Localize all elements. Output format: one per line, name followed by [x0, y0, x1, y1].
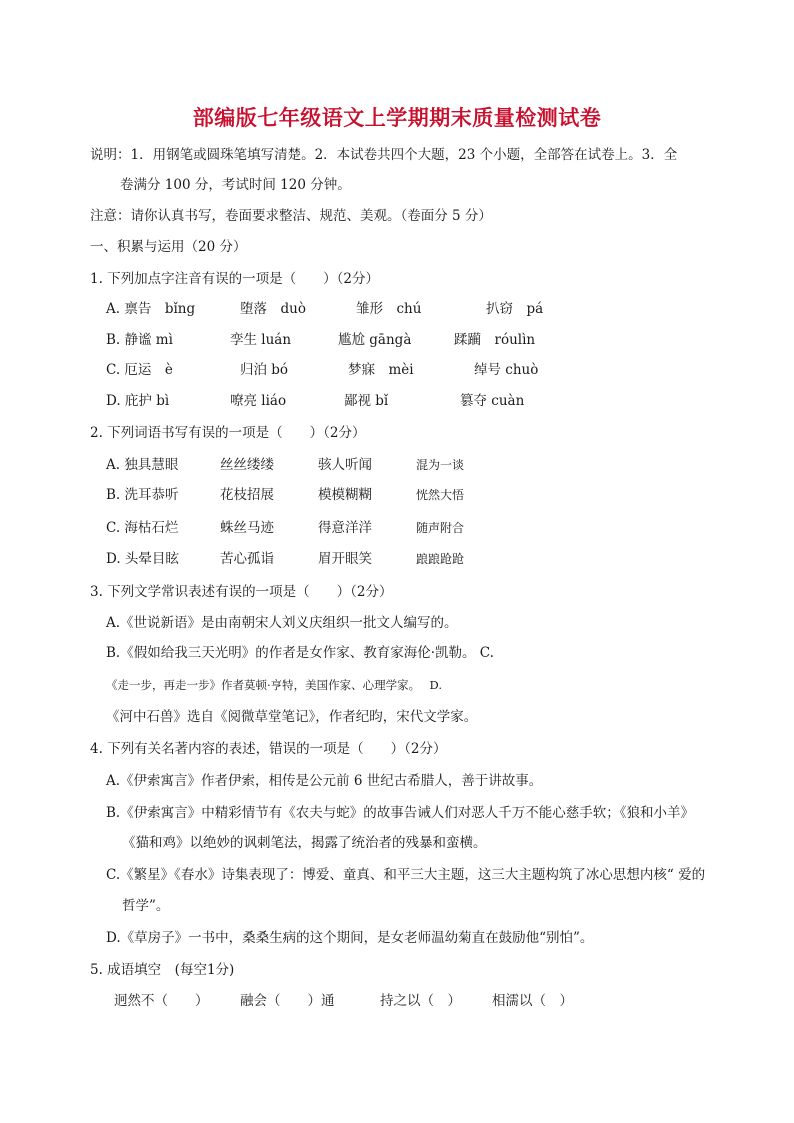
q1-option-d-2: 嘹亮 liáo [230, 393, 287, 409]
q2-option-c-2: 蛛丝马迹 [220, 520, 274, 536]
intro-instructions-line1: 说明：1．用钢笔或圆珠笔填写清楚。2．本试卷共四个大题，23 个小题，全部答在试卷上。3．全 [90, 147, 678, 163]
q2-option-b-4: 恍然大悟 [416, 488, 465, 502]
q5-blank-1[interactable]: 迥然不（ ） [114, 993, 209, 1009]
q2-option-b-3: 模模糊糊 [318, 487, 372, 503]
q1-option-d-3: 鄙视 bǐ [344, 393, 389, 409]
q1-option-d-1: D. 庇护 bì [106, 393, 170, 409]
q1-option-c-1: C. 厄运 è [106, 362, 173, 378]
q2-option-a-4: 混为一谈 [416, 458, 465, 472]
q2-option-c-4: 随声附合 [416, 521, 465, 535]
q1-option-a-4: 扒窃 pá [486, 301, 544, 317]
q5-stem: 5. 成语填空 (每空1分) [90, 962, 235, 978]
q1-option-a-2: 堕落 duò [240, 301, 306, 317]
intro-instructions-line2: 卷满分 100 分，考试时间 120 分钟。 [120, 177, 351, 193]
q2-option-d-1: D. 头晕目眩 [106, 551, 179, 567]
q1-option-b-1: B. 静谧 mì [106, 332, 173, 348]
q2-option-d-3: 眉开眼笑 [318, 551, 372, 567]
q1-option-b-3: 尴尬 gāngà [338, 332, 412, 348]
q2-option-b-1: B. 洗耳恭听 [106, 487, 179, 503]
q3-stem: 3. 下列文学常识表述有误的一项是（ ）（2分） [90, 584, 393, 600]
q3-option-b: B.《假如给我三天光明》的作者是女作家、教育家海伦·凯勒。 C. [106, 645, 494, 661]
q4-option-c-line1: C.《繁星》《春水》诗集表现了：博爱、童真、和平三大主题，这三大主题构筑了冰心思想内核“ 爱的 [106, 867, 706, 883]
q2-option-a-1: A. 独具慧眼 [106, 457, 179, 473]
q2-option-a-2: 丝丝缕缕 [220, 457, 274, 473]
q3-option-d: 《河中石兽》选自《阅微草堂笔记》，作者纪昀，宋代文学家。 [106, 709, 478, 725]
q2-option-d-2: 苦心孤诣 [220, 551, 274, 567]
q5-blank-3[interactable]: 持之以（ ） [380, 993, 461, 1009]
q5-blank-4[interactable]: 相濡以（ ） [492, 993, 573, 1009]
q1-option-d-4: 篡夺 cuàn [460, 393, 525, 409]
q1-option-b-4: 蹂躏 róulìn [454, 332, 536, 348]
exam-title: 部编版七年级语文上学期期末质量检测试卷 [192, 105, 602, 130]
q1-option-c-3: 梦寐 mèi [348, 362, 414, 378]
q1-option-c-2: 归泊 bó [240, 362, 289, 378]
q2-option-c-1: C. 海枯石烂 [106, 520, 179, 536]
q4-option-b-line1: B.《伊索寓言》中精彩情节有《农夫与蛇》的故事告诫人们对恶人千万不能心慈手软；《狼和小羊》 [106, 805, 694, 821]
q1-option-a-3: 雏形 chú [356, 301, 422, 317]
q4-option-d: D.《草房子》一书中，桑桑生病的这个期间，是女老师温幼菊直在鼓励他“别怕”。 [106, 930, 594, 946]
q1-option-b-2: 孪生 luán [230, 332, 292, 348]
q1-option-a-1: A. 禀告 bǐng [106, 301, 196, 317]
section1-heading: 一、积累与运用（20 分） [90, 239, 247, 255]
q3-option-a: A.《世说新语》是由南朝宋人刘义庆组织一批文人编写的。 [106, 615, 458, 631]
q2-option-d-4: 踉踉跄跄 [416, 552, 465, 566]
q4-option-a: A.《伊索寓言》作者伊索，相传是公元前 6 世纪古希腊人，善于讲故事。 [106, 773, 543, 789]
q5-blank-2[interactable]: 融会（ ）通 [240, 993, 335, 1009]
q4-option-b-line2: 《猫和鸡》以绝妙的讽刺笔法，揭露了统治者的残暴和蛮横。 [122, 835, 487, 851]
q2-stem: 2. 下列词语书写有误的一项是（ ）（2分） [90, 425, 366, 441]
q1-option-c-4: 绰号 chuò [474, 362, 539, 378]
q2-option-a-3: 骇人听闻 [318, 457, 372, 473]
q2-option-c-3: 得意洋洋 [318, 520, 372, 536]
q2-option-b-2: 花枝招展 [220, 487, 274, 503]
intro-notice: 注意：请你认真书写，卷面要求整洁、规范、美观。（卷面分 5 分） [90, 208, 492, 224]
q4-option-c-line2: 哲学”。 [122, 898, 170, 914]
q1-stem: 1. 下列加点字注音有误的一项是（ ）（2分） [90, 271, 380, 287]
q4-stem: 4. 下列有关名著内容的表述，错误的一项是（ ）（2分） [90, 741, 447, 757]
q3-option-c: 《走一步，再走一步》作者莫顿·亨特，美国作家、心理学家。 D. [106, 678, 443, 692]
